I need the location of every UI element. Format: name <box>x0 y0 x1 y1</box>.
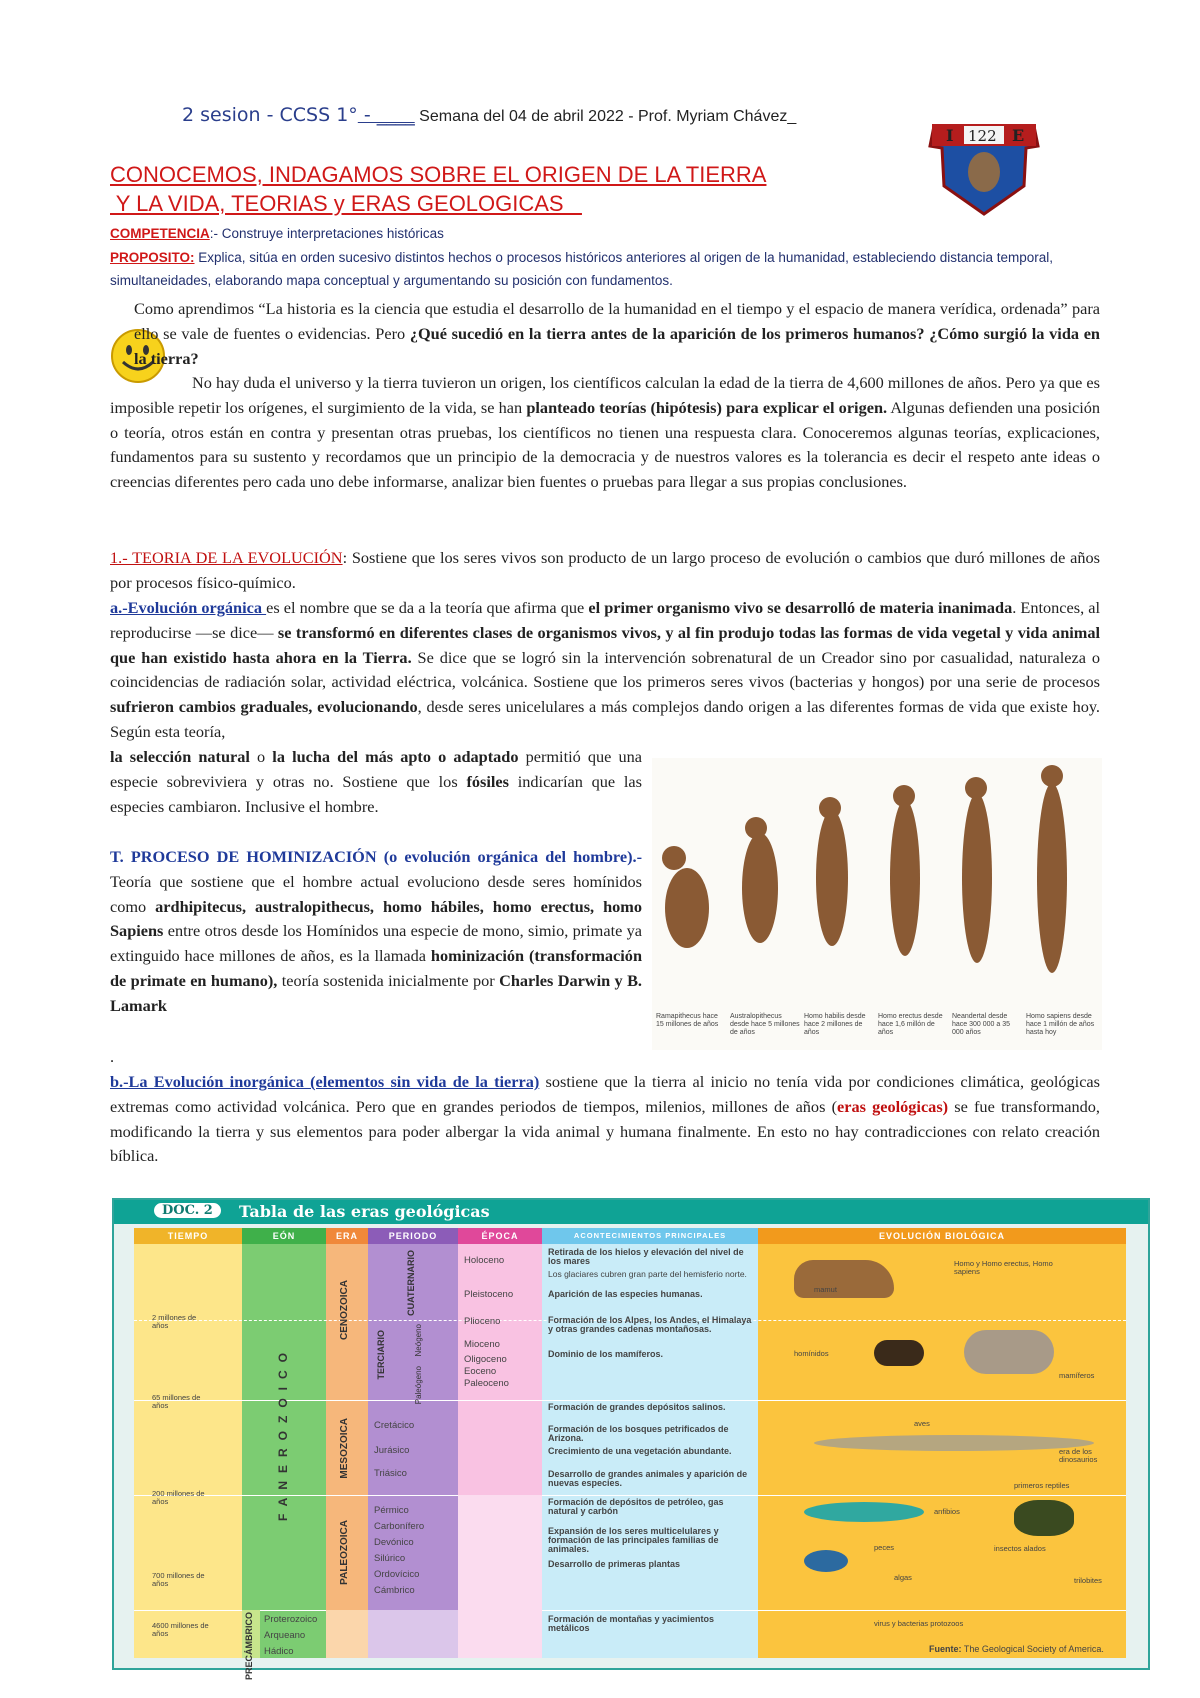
bio-label: algas <box>894 1573 912 1582</box>
svg-text:I: I <box>946 126 954 145</box>
period: Devónico <box>374 1537 414 1548</box>
bio-label: era de los dinosaurios <box>1059 1447 1098 1464</box>
intro-paragraph-2 <box>110 371 1100 495</box>
caption: Homo erectus desde hace 1,6 millón de años <box>878 1013 943 1036</box>
competencia-label: COMPETENCIA <box>110 226 210 241</box>
text-run: Charles Darwin y B. Lamark <box>110 970 643 1015</box>
hominization-paragraph <box>110 845 642 1019</box>
text-run: entre otros desde los Homínidos una especie de mono, simio, primate ya extinguido hace millones de años, es la llamada <box>110 921 642 966</box>
period-neogeno: Neógeno <box>414 1324 423 1357</box>
text-run: Se dice que se logró sin la intervención sobrenatural de un Creador sino por casualidad, naturaleza o coincidencias de radiación solar, actividad eléctrica, volcánica. Sostiene que los primeros seres vivos (bacterias y hongos) por una serie de procesos <box>110 647 1100 692</box>
session-label: 2 sesion - CCSS 1° <box>182 104 358 126</box>
dinosaur-image <box>814 1435 1094 1451</box>
event: Formación de los bosques petrificados de Arizona. <box>548 1424 729 1443</box>
bio-label: aves <box>914 1419 930 1428</box>
event: Formación de montañas y yacimientos metálicos <box>548 1614 715 1633</box>
title-line-1: CONOCEMOS, INDAGAMOS SOBRE EL ORIGEN DE LA TIERRA <box>110 162 767 187</box>
time-mark: 4600 millones de años <box>152 1621 209 1638</box>
text-run: la selección natural <box>110 747 250 766</box>
bio-label: trilobites <box>1074 1576 1102 1585</box>
competencia-text: :- Construye interpretaciones históricas <box>209 226 444 241</box>
geological-eras-table <box>112 1198 1150 1681</box>
event: Formación de grandes depósitos salinos. <box>548 1402 726 1412</box>
evolution-theory-paragraph <box>110 546 1100 596</box>
period: Triásico <box>374 1468 407 1479</box>
era-mesozoica: MESOZOICA <box>339 1418 350 1479</box>
bio-label: peces <box>874 1543 895 1552</box>
text-run: el primer organismo vivo se desarrolló de materia inanimada <box>588 598 1013 617</box>
event: Dominio de los mamíferos. <box>548 1349 664 1359</box>
precambric-item: Hádico <box>264 1646 294 1657</box>
epoch: Oligoceno <box>464 1354 507 1365</box>
eon-precambrico: PRECÁMBRICO <box>244 1612 254 1681</box>
precambric-item: Proterozoico <box>264 1614 318 1625</box>
event: Formación de los Alpes, los Andes, el Himalaya y otras grandes cadenas montañosas. <box>548 1315 752 1334</box>
grade-blank: - ____ <box>357 104 415 126</box>
eon-fanerozoico: FANEROZOICO <box>276 1345 290 1522</box>
period: Ordovícico <box>374 1569 420 1580</box>
epoch: Paleoceno <box>464 1378 509 1389</box>
bio-label: mamíferos <box>1059 1371 1095 1380</box>
header-tiempo: TIEMPO <box>134 1228 242 1244</box>
period: Silúrico <box>374 1553 406 1564</box>
text-run: hominización (transformación de primate en humano), <box>110 946 643 990</box>
caption: Homo sapiens desde hace 1 millón de años hasta hoy <box>1026 1013 1095 1036</box>
text-run: sostiene que la tierra al inicio no tenía vida por condiciones climática, geológicas extremas como actividad volcánica. Pero que en grandes periodos de tiempos, milenios, millones de años ( <box>110 1072 1100 1116</box>
period-terciario: TERCIARIO <box>376 1330 386 1380</box>
text-run: se fue transformando, modificando la tierra y sus elementos para poder albergar la vida animal y humana finalmente. En esto no hay contradicciones con relato creación bíblica. <box>110 1096 1100 1166</box>
caption: Australopithecus desde hace 5 millones de años <box>730 1013 800 1036</box>
reptile-image <box>1014 1500 1074 1536</box>
precambric-item: Arqueano <box>264 1630 306 1641</box>
text-run: . Entonces, al reproducirse —se dice— <box>110 598 1100 642</box>
intro-paragraph-1 <box>110 297 1100 371</box>
period: Pérmico <box>374 1505 409 1516</box>
header-era: ERA <box>326 1228 368 1244</box>
school-crest-logo <box>926 116 1042 216</box>
text-run: . <box>110 1047 115 1066</box>
bio-label: insectos alados <box>994 1544 1046 1553</box>
source-label: Fuente: <box>929 1644 962 1654</box>
text-run: , desde seres unicelulares a más complejos dando origen a las diferentes formas de vida que existe hoy. Según esta teoría, <box>110 697 1101 741</box>
event: Formación de depósitos de petróleo, gas natural y carbón <box>548 1497 724 1516</box>
rhino-image <box>964 1330 1054 1374</box>
text-run: eras geológicas) <box>837 1096 949 1116</box>
title-line-2: Y LA VIDA, TEORIAS y ERAS GEOLOGICAS <box>110 191 582 216</box>
table-source <box>929 1644 1104 1655</box>
text-run: Como aprendimos “La historia es la ciencia que estudia el desarrollo de la humanidad en el tiempo y el espacio de manera verídica, ordenada” para ello se vale de fuentes o evidencias. Pero <box>134 299 1100 343</box>
period: Cámbrico <box>374 1585 415 1596</box>
event: Desarrollo de primeras plantas <box>548 1559 681 1569</box>
event: Crecimiento de una vegetación abundante. <box>548 1446 732 1456</box>
period-cuaternario: CUATERNARIO <box>406 1250 416 1316</box>
header-periodo: PERIODO <box>368 1228 458 1244</box>
organic-evolution-paragraph <box>110 596 1100 745</box>
era-paleozoica: PALEOZOICA <box>339 1520 350 1585</box>
text-run: o <box>249 747 273 766</box>
period: Jurásico <box>374 1445 410 1456</box>
event: Los glaciares cubren gran parte del hemisferio norte. <box>548 1269 747 1279</box>
period-paleogeno: Paleógeno <box>414 1366 423 1405</box>
competencia <box>110 222 1100 245</box>
text-run: No hay duda el universo y la tierra tuvieron un origen, los científicos calculan la edad de la tierra de 4,600 millones de años. Pero ya que es imposible repetir los orígenes, el surgimiento de la vida, se han <box>110 373 1100 417</box>
bio-label: anfibios <box>934 1507 960 1516</box>
p1 <box>110 297 1100 371</box>
natural-selection-paragraph <box>110 745 642 819</box>
event: Aparición de las especies humanas. <box>548 1289 703 1299</box>
amphibian-image <box>804 1502 924 1522</box>
doc-badge: DOC. 2 <box>154 1203 221 1218</box>
human-evolution-image <box>652 758 1102 1050</box>
text-run: indicarían que las especies cambiaron. Inclusive el hombre. <box>110 771 642 816</box>
text-run: b.-La Evolución inorgánica (elementos sin vida de la tierra) <box>110 1072 540 1091</box>
teacher-label: - Prof. Myriam Chávez_ <box>623 108 797 125</box>
text-run: : Sostiene que los seres vivos son producto de un largo proceso de evolución o cambios que duró millones de años por procesos físico-químico. <box>110 548 1100 592</box>
epoch: Eoceno <box>464 1366 497 1377</box>
event: Retirada de los hielos y elevación del nivel de los mares <box>548 1247 744 1266</box>
event: Expansión de los seres multicelulares y formación de las principales familias de animales. <box>548 1526 719 1554</box>
text-run: permitió que una especie sobreviviera y otras no. Sostiene que los <box>110 747 643 791</box>
text-run: a.-Evolución orgánica <box>110 598 267 617</box>
text-run: se transformó en diferentes clases de organismos vivos, y al fin produjo todas las formas de vida vegetal y vida animal que han existido hasta ahora en la Tierra. <box>110 622 1100 667</box>
bio-label: virus y bacterias protozoos <box>874 1619 964 1628</box>
time-mark: 200 millones de años <box>152 1489 205 1506</box>
time-mark: 2 millones de años <box>152 1313 197 1330</box>
period: Cretácico <box>374 1420 415 1431</box>
epoch: Pleistoceno <box>464 1289 514 1300</box>
header-epoca: ÉPOCA <box>458 1228 542 1244</box>
bio-label: mamut <box>814 1285 837 1294</box>
epoch: Mioceno <box>464 1339 500 1350</box>
text-run: teoría sostenida inicialmente por <box>277 970 500 990</box>
text-run: sufrieron cambios graduales, evolucionando <box>110 697 418 717</box>
text-run: 1.- TEORIA DE LA EVOLUCIÓN <box>110 548 343 567</box>
dot-line <box>110 1045 150 1070</box>
epoch: Plioceno <box>464 1316 501 1327</box>
bio-label: Homo y Homo erectus, Homo sapiens <box>954 1259 1053 1276</box>
text-run: ardhipitecus, australopithecus, homo hábiles, homo erectus, homo Sapiens <box>110 896 642 941</box>
table-title: Tabla de las eras geológicas <box>239 1202 490 1221</box>
inorganic-evolution-paragraph <box>110 1070 1100 1169</box>
header-eon: EÓN <box>242 1228 326 1244</box>
source-text: The Geological Society of America. <box>961 1644 1104 1654</box>
period: Carbonífero <box>374 1521 425 1532</box>
fish-image <box>804 1550 848 1572</box>
mammoth-image <box>794 1260 894 1298</box>
epoch: Holoceno <box>464 1255 505 1266</box>
proposito-text: Explica, sitúa en orden sucesivo distintos hechos o procesos históricos anteriores al origen de la humanidad, estableciendo distancia temporal, simultaneidades, elaborando mapa conceptual y argumentando su posición con fundamentos. <box>110 250 1054 288</box>
bio-label: homínidos <box>794 1349 829 1358</box>
event: Desarrollo de grandes animales y aparición de nuevas especies. <box>548 1469 748 1488</box>
hominid-figures <box>652 758 1102 1008</box>
text-run: es el nombre que se da a la teoría que afirma que <box>266 598 589 617</box>
bio-label: primeros reptiles <box>1014 1481 1070 1490</box>
svg-text:E: E <box>1012 126 1025 145</box>
caption: Ramapithecus hace 15 millones de años <box>656 1013 719 1028</box>
svg-text:122: 122 <box>968 127 997 145</box>
text-run: T. PROCESO DE HOMINIZACIÓN (o evolución orgánica del hombre).- <box>110 847 642 866</box>
session-header <box>182 104 796 126</box>
proposito-label: PROPOSITO: <box>110 250 195 265</box>
header-acontecimientos: ACONTECIMIENTOS PRINCIPALES <box>542 1228 758 1244</box>
hominid-image <box>874 1340 924 1366</box>
text-run: planteado teorías (hipótesis) para explicar el origen. <box>526 397 888 417</box>
text-run: Teoría que sostiene que el hombre actual evoluciono desde seres homínidos como <box>110 871 642 916</box>
header-evolucion: EVOLUCIÓN BIOLÓGICA <box>758 1228 1126 1244</box>
text-run: ¿Qué sucedió en la tierra antes de la aparición de los primeros humanos? ¿Cómo surgió la vida en la tierra? <box>134 323 1100 368</box>
text-run: Algunas defienden una posición o teoría, otros están en contra y presentan otras pruebas, los científicos no tienen una respuesta clara. Conoceremos algunas teorías, explicaciones, fundamentos para su sustento y recordamos que un principio de la democracia y de nuestros valores es la tolerancia es decir el respeto ante ideas o creencias diferentes pero cada uno debe informarse, analizar bien fuentes o pruebas para llegar a sus propias conclusiones. <box>110 397 1100 492</box>
time-mark: 65 millones de años <box>152 1393 201 1410</box>
week-label: Semana del 04 de abril 2022 <box>414 108 624 125</box>
caption: Homo habilis desde hace 2 millones de años <box>804 1013 866 1036</box>
page-title <box>110 160 766 218</box>
proposito <box>110 246 1100 292</box>
text-run: la lucha del más apto o adaptado <box>272 747 519 766</box>
time-mark: 700 millones de años <box>152 1571 205 1588</box>
caption: Neandertal desde hace 300 000 a 35 000 años <box>952 1013 1010 1036</box>
table-title-bar <box>114 1200 1148 1224</box>
evolution-captions <box>652 1013 1102 1037</box>
era-cenozoica: CENOZOICA <box>339 1280 350 1340</box>
text-run: fósiles <box>466 771 509 791</box>
